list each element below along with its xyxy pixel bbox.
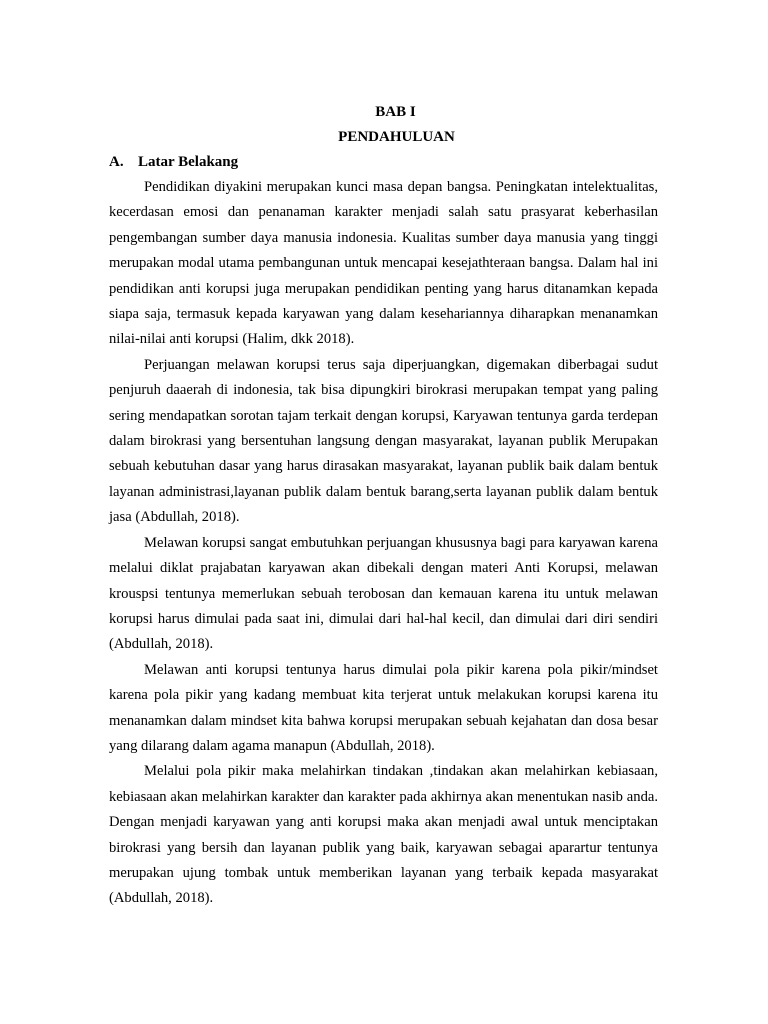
section-letter: A. <box>109 154 124 170</box>
section-title: Latar Belakang <box>138 154 239 170</box>
chapter-number: BAB I <box>375 104 416 120</box>
paragraph-2: Perjuangan melawan korupsi terus saja diperjuangkan, digemakan diberbagai sudut penjuruh daaerah di indonesia, tak bisa dipungkiri birokrasi merupakan tempat yang paling sering mendapatkan sorotan tajam terkait dengan korupsi, Karyawan tentunya garda terdepan dalam birokrasi yang bersentuhan langsung dengan masyarakat, layanan publik Merupakan sebuah kebutuhan dasar yang harus dirasakan masyarakat, layanan publik baik dalam bentuk layanan administrasi,layanan publik dalam bentuk barang,serta layanan publik dalam bentuk jasa (Abdullah, 2018). <box>109 356 658 526</box>
section-heading <box>109 150 658 175</box>
paragraph-5: Melalui pola pikir maka melahirkan tindakan ,tindakan akan melahirkan kebiasaan, kebiasaan akan melahirkan karakter dan karakter pada akhirnya akan menentukan nasib anda. Dengan menjadi karyawan yang anti korupsi maka akan menjadi awal untuk menciptakan birokrasi yang bersih dan layanan publik yang baik, karyawan sebagai aparartur tentunya merupakan ujung tombak untuk memberikan layanan yang terbaik kepada masyarakat (Abdullah, 2018). <box>109 763 658 907</box>
paragraph-4: Melawan anti korupsi tentunya harus dimulai pola pikir karena pola pikir/mindset karena pola pikir yang kadang membuat kita terjerat untuk melakukan korupsi karena itu menanamkan dalam mindset kita bahwa korupsi merupakan sebuah kejahatan dan dosa besar yang dilarang dalam agama manapun (Abdullah, 2018). <box>109 661 658 754</box>
paragraph-3: Melawan korupsi sangat embutuhkan perjuangan khususnya bagi para karyawan karena melalui diklat prajabatan karyawan akan dibekali dengan materi Anti Korupsi, melawan krouspsi tentunya memerlukan sebuah terobosan dan kemauan karena itu untuk melawan korupsi harus dimulai pada saat ini, dimulai dari hal-hal kecil, dan dimulai dari diri sendiri (Abdullah, 2018). <box>109 534 658 653</box>
page-content <box>109 100 658 912</box>
chapter-title: PENDAHULUAN <box>338 129 455 145</box>
paragraph-1: Pendidikan diyakini merupakan kunci masa depan bangsa. Peningkatan intelektualitas, kecerdasan emosi dan penanaman karakter menjadi salah satu prasyarat keberhasilan pengembangan sumber daya manusia indonesia. Kualitas sumber daya manusia yang tinggi merupakan modal utama pembangunan untuk mencapai kesejathteraan bangsa. Dalam hal ini pendidikan anti korupsi juga merupakan pendidikan penting yang harus ditanamkan kepada siapa saja, termasuk kepada karyawan yang dalam kesehariannya diharapkan menanamkan nilai-nilai anti korupsi (Halim, dkk 2018). <box>109 179 658 348</box>
